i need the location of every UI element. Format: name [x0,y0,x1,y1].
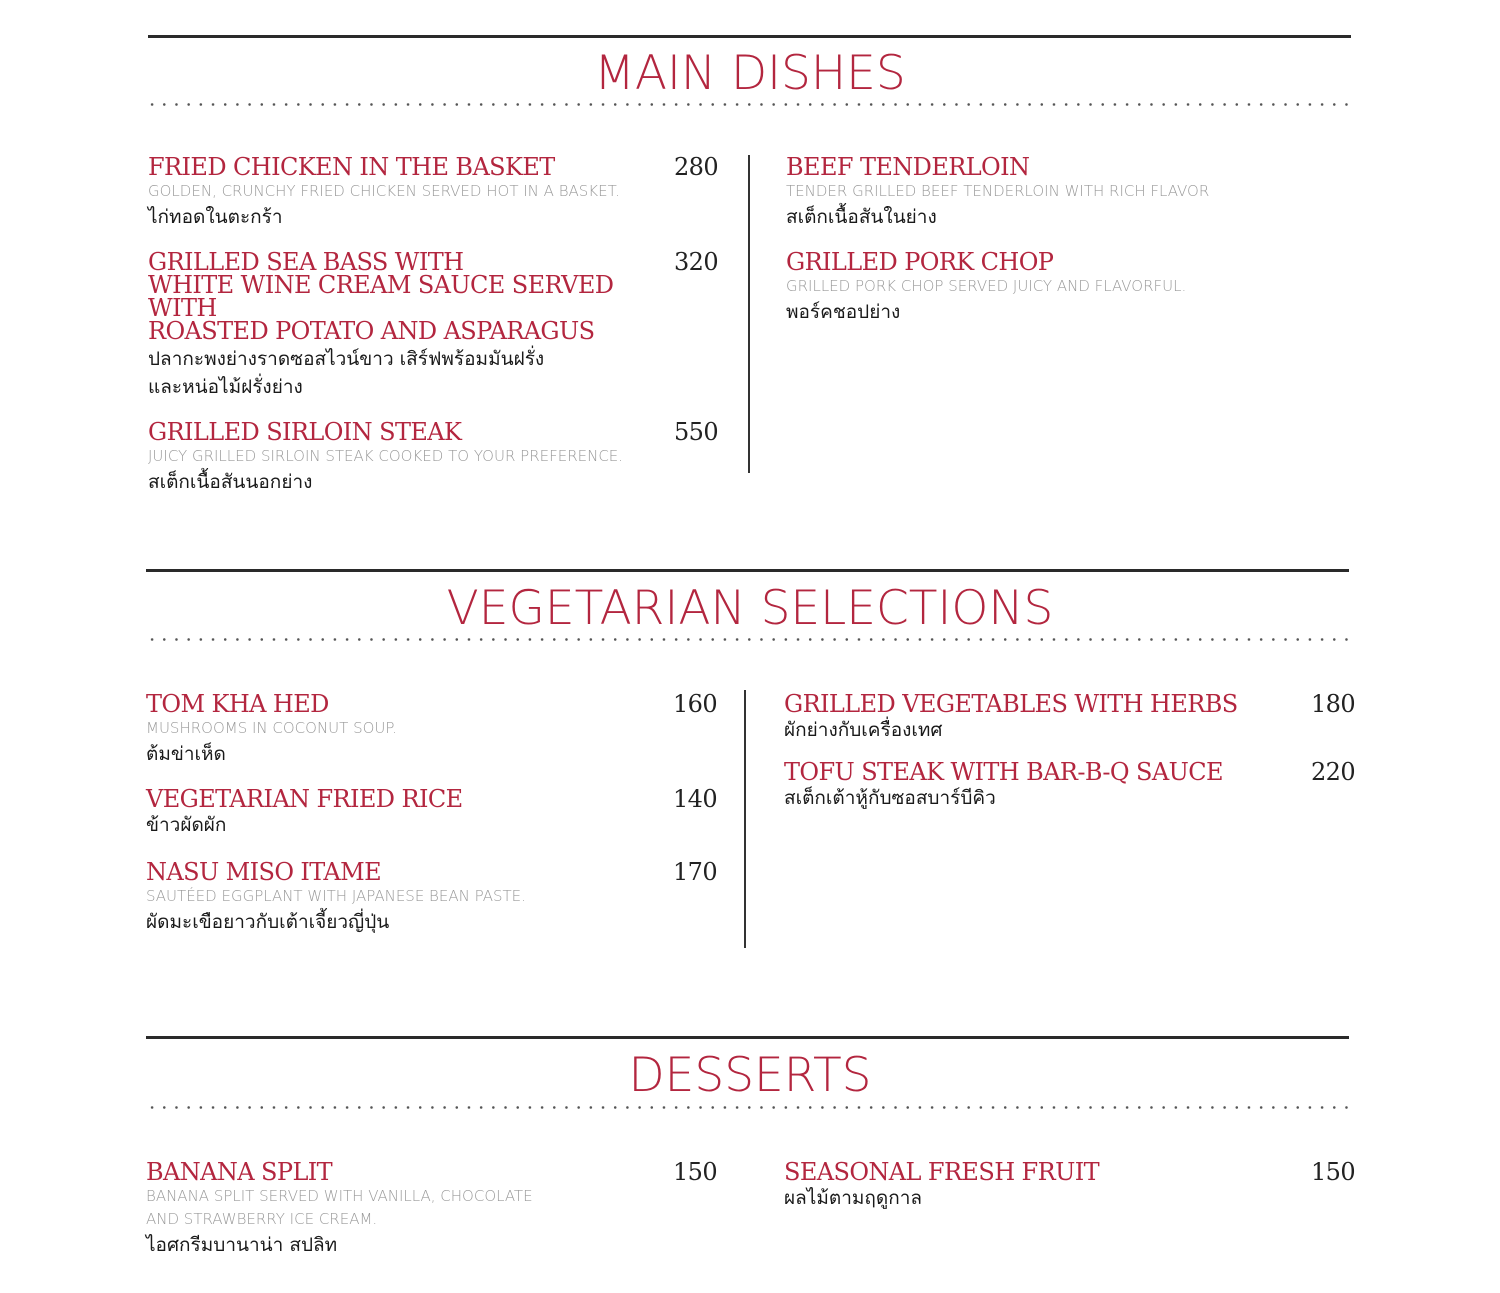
item-price: 320 [673,248,718,276]
item-thai-name: ข้าวผัดผัก [146,814,227,836]
item-thai-name: ต้มข่าเห็ด [146,743,226,765]
dotted-divider [146,1106,1354,1109]
item-price: 170 [672,858,717,886]
item-name: GRILLED SIRLOIN STEAK [148,418,462,446]
item-price: 220 [1310,758,1355,786]
item-thai-name: ผัดมะเขือยาวกับเต้าเจี้ยวญี่ปุ่น [146,911,390,933]
item-thai-name: สเต็กเนื้อสันนอกย่าง [148,471,313,493]
item-price: 160 [672,690,717,718]
item-thai-name: ผลไม้ตามฤดูกาล [784,1187,923,1209]
item-thai-name: สเต็กเต้าหู้กับซอสบาร์บีคิว [784,787,996,809]
item-price: 180 [1310,690,1355,718]
item-price: 550 [673,418,718,446]
item-description: JUICY GRILLED SIRLOIN STEAK COOKED TO YOUR PREFERENCE. [148,447,624,465]
item-thai-name: ผักย่างกับเครื่องเทศ [784,719,943,741]
item-description: MUSHROOMS IN COCONUT SOUP. [146,719,397,737]
menu-item [146,1158,717,1259]
menu-item [784,1158,1355,1212]
section-top-rule [146,1036,1349,1039]
item-thai-name: ไก่ทอดในตะกร้า [148,206,283,228]
item-price: 150 [672,1158,717,1186]
item-description: SAUTÉED EGGPLANT WITH JAPANESE BEAN PASTE. [146,887,526,905]
desserts-right-column [784,1158,1355,1212]
item-name: TOFU STEAK WITH BAR-B-Q SAUCE [784,758,1223,786]
item-name: VEGETARIAN FRIED RICE [146,785,463,813]
item-description: TENDER GRILLED BEEF TENDERLOIN WITH RICH FLAVOR [786,182,1210,200]
item-name: GRILLED PORK CHOP [786,248,1054,276]
item-price: 140 [672,785,717,813]
section-title: MAIN DISHES [594,46,906,101]
section-title: DESSERTS [628,1048,872,1103]
item-name: SEASONAL FRESH FRUIT [784,1158,1099,1186]
item-price: 280 [673,153,718,181]
item-name: GRILLED SEA BASS WITH WHITE WINE CREAM SAUCE SERVED WITH ROASTED POTATO AND ASPARAGUS [148,248,614,345]
item-name: TOM KHA HED [146,690,329,718]
item-price: 150 [1310,1158,1355,1186]
section-title: VEGETARIAN SELECTIONS [446,581,1054,636]
item-description: GOLDEN, CRUNCHY FRIED CHICKEN SERVED HOT IN A BASKET. [148,182,620,200]
item-name: NASU MISO ITAME [146,858,382,886]
item-description: BANANA SPLIT SERVED WITH VANILLA, CHOCOLATE AND STRAWBERRY ICE CREAM. [146,1187,533,1228]
item-name: GRILLED VEGETABLES WITH HERBS [784,690,1238,718]
item-name: FRIED CHICKEN IN THE BASKET [148,153,555,181]
item-thai-name: ปลากะพงย่างราดซอสไวน์ขาว เสิร์ฟพร้อมมันฝรั่ง และหน่อไม้ฝรั่งย่าง [148,348,545,398]
item-description: GRILLED PORK CHOP SERVED JUICY AND FLAVORFUL. [786,277,1187,295]
desserts-left-column [146,1158,717,1259]
item-name: BEEF TENDERLOIN [786,153,1030,181]
item-thai-name: ไอศกรีมบานาน่า สปลิท [146,1234,338,1256]
item-thai-name: พอร์คชอปย่าง [786,301,901,323]
item-name: BANANA SPLIT [146,1158,333,1186]
item-thai-name: สเต็กเนื้อสันในย่าง [786,206,937,228]
